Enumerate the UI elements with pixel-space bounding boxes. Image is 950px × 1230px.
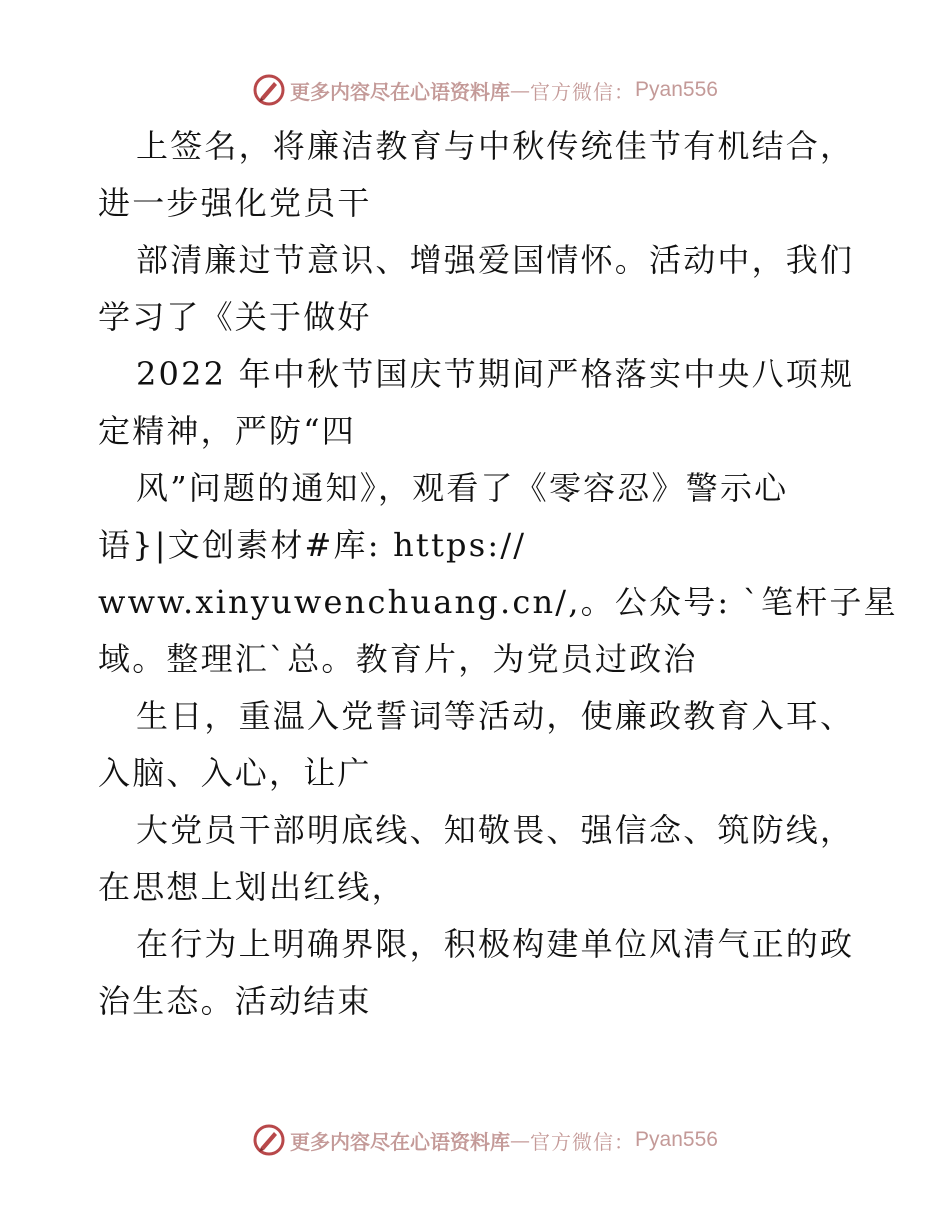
text-line: 上签名，将廉洁教育与中秋传统佳节有机结合， bbox=[136, 127, 855, 165]
text-line: 风”问题的通知》，观看了《零容忍》警示心 bbox=[136, 469, 789, 507]
text-line: 生日，重温入党誓词等活动，使廉政教育入耳、 bbox=[136, 697, 855, 735]
watermark-wechat-id: Pyan556 bbox=[635, 1128, 718, 1151]
watermark-wechat-label: 官方微信： bbox=[530, 79, 636, 104]
watermark-row bbox=[252, 1123, 718, 1157]
text-line: 语}|文创素材#库: https:// bbox=[98, 526, 527, 564]
watermark-brand-text: 更多内容尽在心语资料库 bbox=[290, 79, 511, 104]
text-line: 部清廉过节意识、增强爱国情怀。活动中，我们 bbox=[136, 241, 855, 279]
text-line: 在思想上划出红线， bbox=[98, 868, 406, 906]
watermark-row bbox=[252, 73, 718, 107]
document-body bbox=[98, 118, 898, 1030]
text-line: 2022 年中秋节国庆节期间严格落实中央八项规 bbox=[136, 355, 855, 393]
watermark-wechat-label: 官方微信： bbox=[530, 1129, 636, 1154]
text-line: www.xinyuwenchuang.cn/,。公众号: `笔杆子星 bbox=[98, 583, 898, 621]
watermark-dash: — bbox=[510, 78, 531, 102]
watermark-brand-text: 更多内容尽在心语资料库 bbox=[290, 1129, 511, 1154]
text-line: 大党员干部明底线、知敬畏、强信念、筑防线， bbox=[136, 811, 855, 849]
text-line: 定精神，严防“四 bbox=[98, 412, 356, 450]
footer-watermark bbox=[0, 1120, 950, 1160]
text-line: 入脑、入心，让广 bbox=[98, 754, 372, 792]
text-line: 域。整理汇`总。教育片，为党员过政治 bbox=[98, 640, 698, 678]
watermark-wechat-id: Pyan556 bbox=[635, 78, 718, 101]
brand-logo-icon bbox=[252, 1123, 286, 1157]
text-line: 进一步强化党员干 bbox=[98, 184, 372, 222]
text-line: 学习了《关于做好 bbox=[98, 298, 372, 336]
text-line: 治生态。活动结束 bbox=[98, 982, 372, 1020]
header-watermark bbox=[0, 70, 950, 110]
text-line: 在行为上明确界限，积极构建单位风清气正的政 bbox=[136, 925, 855, 963]
brand-logo-icon bbox=[252, 73, 286, 107]
watermark-dash: — bbox=[510, 1128, 531, 1152]
